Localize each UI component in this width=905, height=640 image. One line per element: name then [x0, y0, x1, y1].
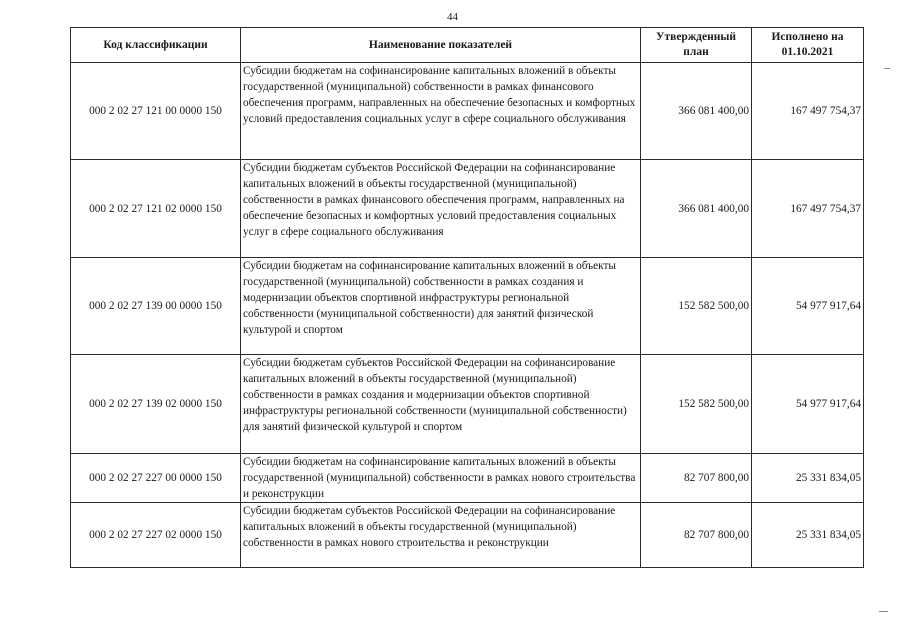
header-executed: Исполнено на 01.10.2021 [752, 28, 864, 63]
page-number: 44 [447, 11, 458, 23]
row-plan: 366 081 400,00 [641, 63, 752, 160]
row-name: Субсидии бюджетам субъектов Российской Федерации на софинансирование капитальных вложений в объекты государственной (муниципальной) собственности в рамках нового строительства и реконструкции [241, 503, 641, 568]
table-row [71, 454, 864, 503]
row-code: 000 2 02 27 121 02 0000 150 [71, 160, 241, 258]
header-name: Наименование показателей [241, 28, 641, 63]
header-plan: Утвержденный план [641, 28, 752, 63]
row-name: Субсидии бюджетам на софинансирование капитальных вложений в объекты государственной (муниципальной) собственности в рамках создания и модернизации объектов спортивной инфраструктуры региональной собственности (муниципальной собственности) для занятий физической культурой и спортом [241, 258, 641, 355]
table-row [71, 503, 864, 568]
row-plan: 82 707 800,00 [641, 454, 752, 503]
budget-table [70, 27, 864, 568]
row-executed: 167 497 754,37 [752, 160, 864, 258]
row-plan: 152 582 500,00 [641, 355, 752, 454]
row-name: Субсидии бюджетам на софинансирование капитальных вложений в объекты государственной (муниципальной) собственности в рамках финансового обеспечения программ, направленных на обеспечение безопасных и комфортных условий предоставления социальных услуг в сфере социального обслуживания [241, 63, 641, 160]
row-executed: 54 977 917,64 [752, 258, 864, 355]
header-code: Код классификации [71, 28, 241, 63]
table-row [71, 63, 864, 160]
scan-mark [884, 68, 890, 69]
table-header-row [71, 28, 864, 63]
row-executed: 25 331 834,05 [752, 454, 864, 503]
row-plan: 366 081 400,00 [641, 160, 752, 258]
row-plan: 82 707 800,00 [641, 503, 752, 568]
row-code: 000 2 02 27 227 02 0000 150 [71, 503, 241, 568]
row-code: 000 2 02 27 139 02 0000 150 [71, 355, 241, 454]
row-executed: 25 331 834,05 [752, 503, 864, 568]
row-plan: 152 582 500,00 [641, 258, 752, 355]
row-code: 000 2 02 27 139 00 0000 150 [71, 258, 241, 355]
row-code: 000 2 02 27 121 00 0000 150 [71, 63, 241, 160]
scan-mark [879, 611, 888, 612]
table-row [71, 258, 864, 355]
row-executed: 167 497 754,37 [752, 63, 864, 160]
row-name: Субсидии бюджетам на софинансирование капитальных вложений в объекты государственной (муниципальной) собственности в рамках нового строительства и реконструкции [241, 454, 641, 503]
row-name: Субсидии бюджетам субъектов Российской Федерации на софинансирование капитальных вложений в объекты государственной (муниципальной) собственности в рамках создания и модернизации объектов спортивной инфраструктуры региональной собственности (муниципальной собственности) для занятий физической культурой и спортом [241, 355, 641, 454]
row-code: 000 2 02 27 227 00 0000 150 [71, 454, 241, 503]
table-row [71, 355, 864, 454]
row-name: Субсидии бюджетам субъектов Российской Федерации на софинансирование капитальных вложений в объекты государственной (муниципальной) собственности в рамках финансового обеспечения программ, направленных на обеспечение безопасных и комфортных условий предоставления социальных услуг в сфере социального обслуживания [241, 160, 641, 258]
row-executed: 54 977 917,64 [752, 355, 864, 454]
table-row [71, 160, 864, 258]
